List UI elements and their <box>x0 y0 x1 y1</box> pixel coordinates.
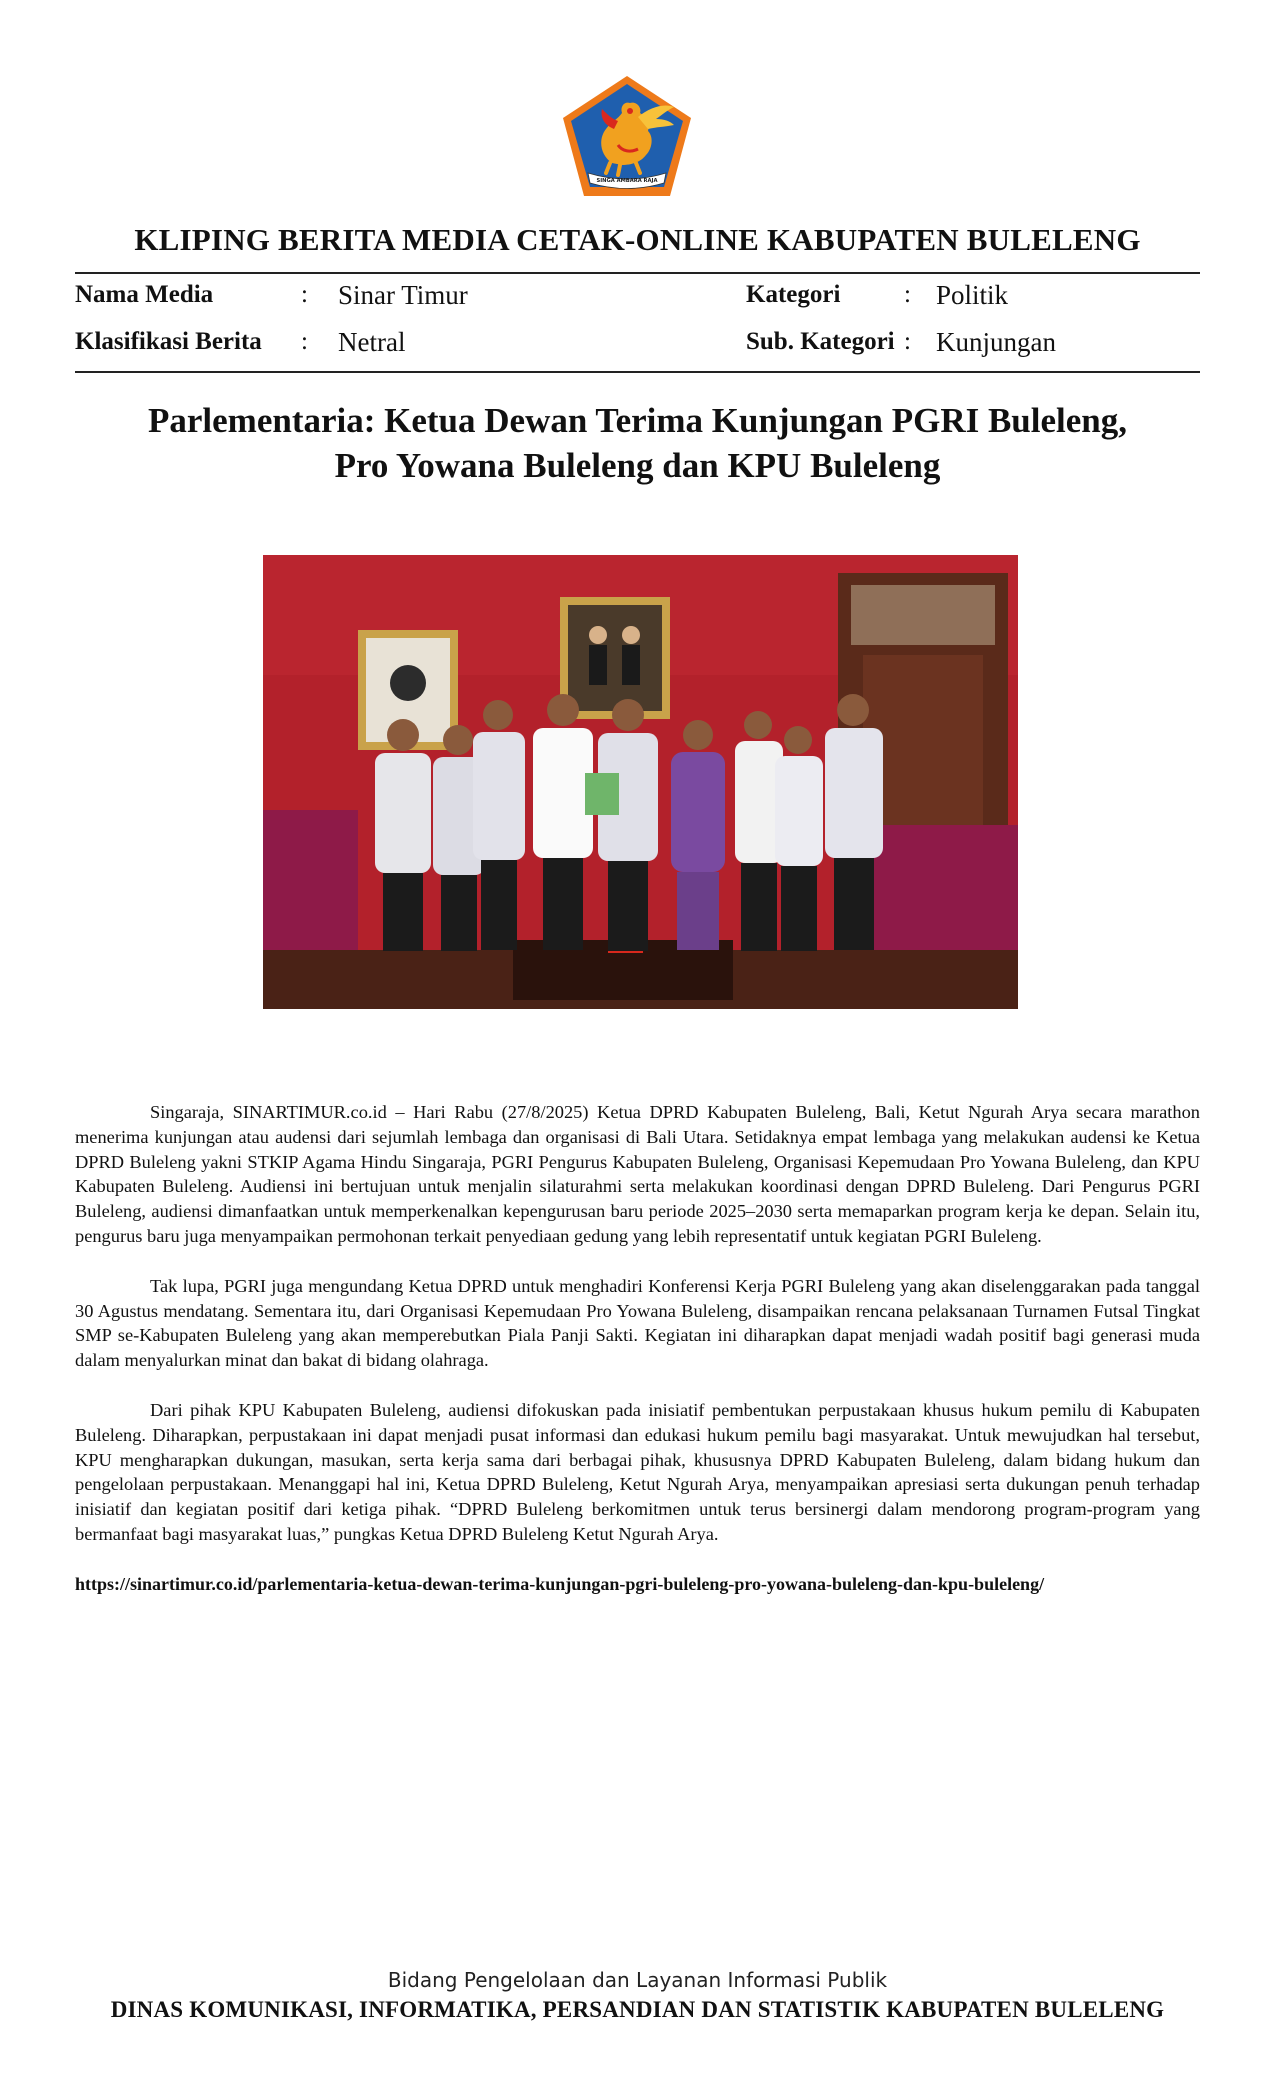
media-colon: : <box>301 281 308 308</box>
article-headline <box>75 398 1200 488</box>
header-bottom-rule <box>75 371 1200 373</box>
category-colon: : <box>904 281 911 308</box>
logo-motto: SINGA AMBARA RAJA <box>596 178 658 184</box>
subcategory-label: Sub. Kategori <box>746 328 895 355</box>
category-label: Kategori <box>746 281 841 308</box>
article-paragraph-1: Singaraja, SINARTIMUR.co.id – Hari Rabu (27/8/2025) Ketua DPRD Kabupaten Buleleng, Bali, Ketut Ngurah Arya secara marathon menerima kunjungan atau audensi dari sejumlah lembaga dan organisasi di Bali Utara. Setidaknya empat lembaga yang melakukan audensi ke Ketua DPRD Buleleng yakni STKIP Agama Hindu Singaraja, PGRI Pengurus Kabupaten Buleleng, Organisasi Kepemudaan Pro Yowana Buleleng, dan KPU Kabupaten Buleleng. Audiensi ini bertujuan untuk menjalin silaturahmi serta melakukan koordinasi dengan DPRD Buleleng. Dari Pengurus PGRI Buleleng, audiensi dimanfaatkan untuk memperkenalkan kepengurusan baru periode 2025–2030 serta memaparkan program kerja ke depan. Selain itu, pengurus baru juga menyampaikan permohonan terkait penyediaan gedung yang lebih representatif untuk kegiatan PGRI Buleleng. <box>75 1102 1200 1246</box>
article-paragraph-2: Tak lupa, PGRI juga mengundang Ketua DPRD untuk menghadiri Konferensi Kerja PGRI Buleleng yang akan diselenggarakan pada tanggal 30 Agustus mendatang. Sementara itu, dari Organisasi Kepemudaan Pro Yowana Buleleng, disampaikan rencana pelaksanaan Turnamen Futsal Tingkat SMP se-Kabupaten Buleleng yang akan memperebutkan Piala Panji Sakti. Kegiatan ini diharapkan dapat menjadi wadah positif bagi generasi muda dalam menyalurkan minat dan bakat di bidang olahraga. <box>75 1275 1200 1371</box>
right-sofa <box>863 825 1018 965</box>
subcategory-value: Kunjungan <box>936 327 1056 357</box>
media-value: Sinar Timur <box>338 280 468 310</box>
category-value: Politik <box>936 280 1009 310</box>
center-painting <box>560 597 670 719</box>
media-label: Nama Media <box>75 281 214 308</box>
buleleng-coat-of-arms-logo <box>560 73 694 199</box>
classification-value: Netral <box>338 327 406 357</box>
subcategory-colon: : <box>904 328 911 355</box>
footer-unit-name: Bidang Pengelolaan dan Layanan Informasi Publik <box>387 1968 888 1992</box>
source-url-link[interactable]: https://sinartimur.co.id/parlementaria-ketua-dewan-terima-kunjungan-pgri-buleleng-pro-yowana-buleleng-dan-kpu-buleleng/ <box>75 1573 1045 1594</box>
handed-gift <box>585 773 619 815</box>
headline-line-1: Parlementaria: Ketua Dewan Terima Kunjungan PGRI Buleleng, <box>147 401 1128 440</box>
article-body <box>75 1100 1200 1622</box>
footer-agency-name: DINAS KOMUNIKASI, INFORMATIKA, PERSANDIAN DAN STATISTIK KABUPATEN BULELENG <box>110 1997 1165 2022</box>
headline-line-2: Pro Yowana Buleleng dan KPU Buleleng <box>334 446 941 485</box>
classification-colon: : <box>301 328 308 355</box>
article-paragraph-3: Dari pihak KPU Kabupaten Buleleng, audiensi difokuskan pada inisiatif pembentukan perpustakaan khusus hukum pemilu di Kabupaten Buleleng. Diharapkan, perpustakaan ini dapat menjadi pusat informasi dan edukasi hukum pemilu bagi masyarakat. Untuk mewujudkan hal tersebut, KPU mengharapkan dukungan, masukan, serta kerja sama dari berbagai pihak, khususnya DPRD Kabupaten Buleleng, dalam bidang hukum dan pengelolaan perpustakaan. Menanggapi hal ini, Ketua DPRD Buleleng, Ketut Ngurah Arya, menyampaikan apresiasi serta dukungan penuh terhadap inisiatif dan kegiatan positif dari ketiga pihak. “DPRD Buleleng berkomitmen untuk terus bersinergi dalam mendorong program-program yang bermanfaat bagi masyarakat luas,” pungkas Ketua DPRD Buleleng Ketut Ngurah Arya. <box>75 1399 1200 1544</box>
classification-label: Klasifikasi Berita <box>75 328 262 355</box>
header-top-rule <box>75 272 1200 274</box>
news-photo <box>263 555 1018 1009</box>
document-title: KLIPING BERITA MEDIA CETAK-ONLINE KABUPATEN BULELENG <box>134 222 1141 257</box>
left-sofa <box>263 810 358 950</box>
